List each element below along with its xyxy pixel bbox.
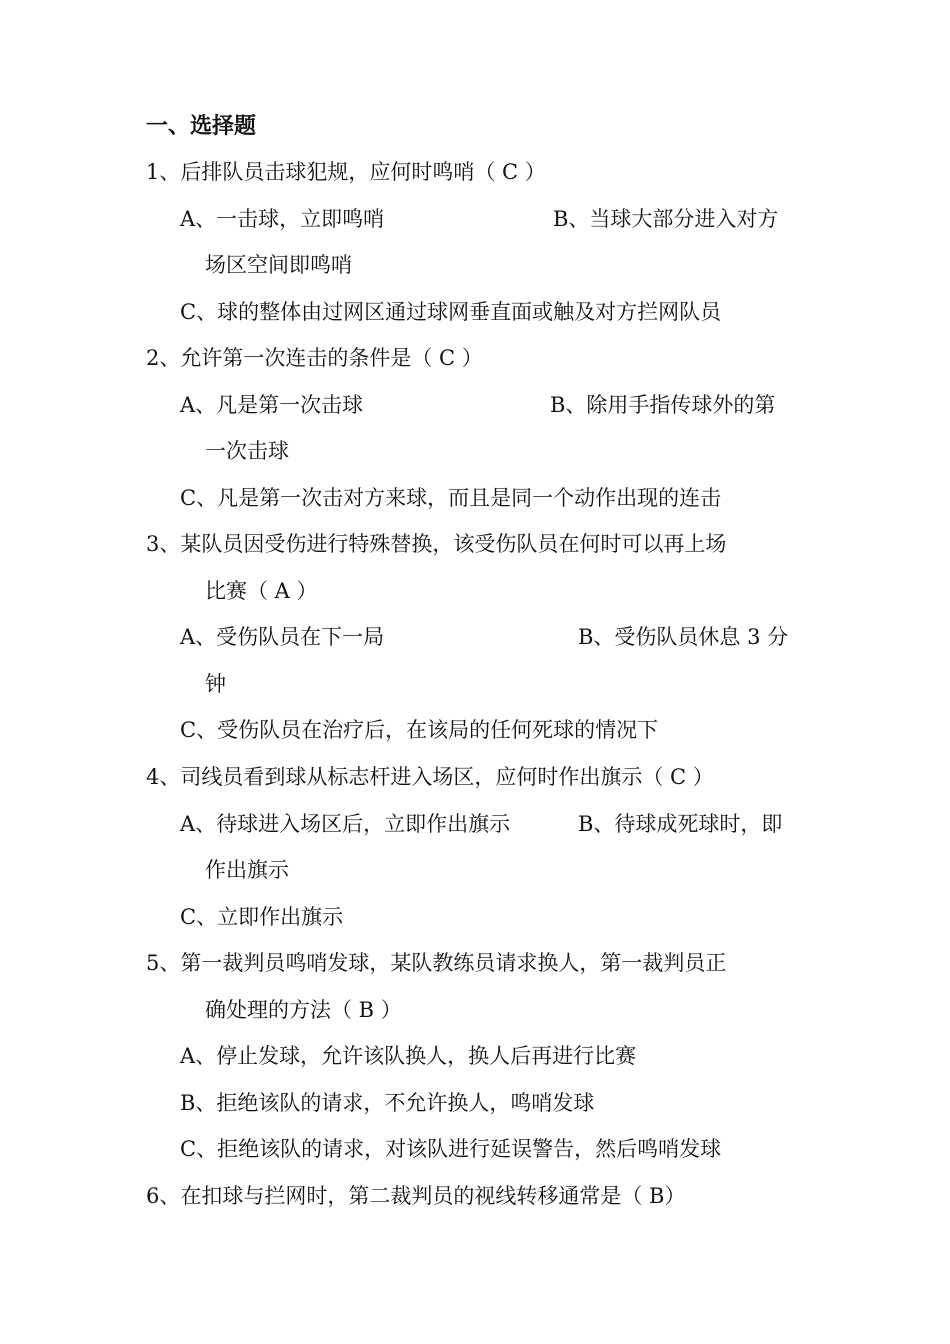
section-title: 一、选择题 (146, 113, 257, 139)
question-5-stem: 5、第一裁判员鸣哨发球，某队教练员请求换人，第一裁判员正 (146, 951, 727, 975)
question-1-option-b: B、当球大部分进入对方 (553, 207, 779, 231)
question-2-option-b-continued: 一次击球 (205, 439, 289, 463)
question-1-option-a: A、一击球，立即鸣哨 (180, 207, 385, 231)
question-3-option-b-continued: 钟 (205, 672, 226, 696)
question-1-option-b-continued: 场区空间即鸣哨 (205, 253, 352, 277)
question-4-option-b: B、待球成死球时，即 (578, 812, 783, 836)
question-6-stem: 6、在扣球与拦网时，第二裁判员的视线转移通常是（ B） (146, 1184, 686, 1208)
question-4-option-b-continued: 作出旗示 (205, 858, 289, 882)
question-4-stem: 4、司线员看到球从标志杆进入场区，应何时作出旗示（ C ） (146, 765, 714, 789)
question-3-option-b: B、受伤队员休息 3 分 (578, 625, 789, 649)
question-5-option-b: B、拒绝该队的请求，不允许换人，鸣哨发球 (180, 1091, 595, 1115)
question-4-option-a: A、待球进入场区后，立即作出旗示 (180, 812, 511, 836)
question-5-option-c: C、拒绝该队的请求，对该队进行延误警告，然后鸣哨发球 (180, 1137, 722, 1161)
question-2-option-c: C、凡是第一次击对方来球，而且是同一个动作出现的连击 (180, 486, 722, 510)
question-5-option-a: A、停止发球，允许该队换人，换人后再进行比赛 (180, 1044, 637, 1068)
question-2-option-a: A、凡是第一次击球 (180, 393, 364, 417)
question-2-stem: 2、允许第一次连击的条件是（ C ） (146, 346, 483, 370)
question-2-option-b: B、除用手指传球外的第 (550, 393, 776, 417)
question-3-stem: 3、某队员因受伤进行特殊替换，该受伤队员在何时可以再上场 (146, 532, 727, 556)
question-4-option-c: C、立即作出旗示 (180, 905, 344, 929)
question-5-stem-continued: 确处理的方法（ B ） (205, 998, 402, 1022)
question-1-option-c: C、球的整体由过网区通过球网垂直面或触及对方拦网队员 (180, 300, 722, 324)
question-3-stem-continued: 比赛（ A ） (205, 579, 318, 603)
question-3-option-a: A、受伤队员在下一局 (180, 625, 385, 649)
question-1-stem: 1、后排队员击球犯规，应何时鸣哨（ C ） (146, 160, 546, 184)
question-3-option-c: C、受伤队员在治疗后，在该局的任何死球的情况下 (180, 718, 659, 742)
